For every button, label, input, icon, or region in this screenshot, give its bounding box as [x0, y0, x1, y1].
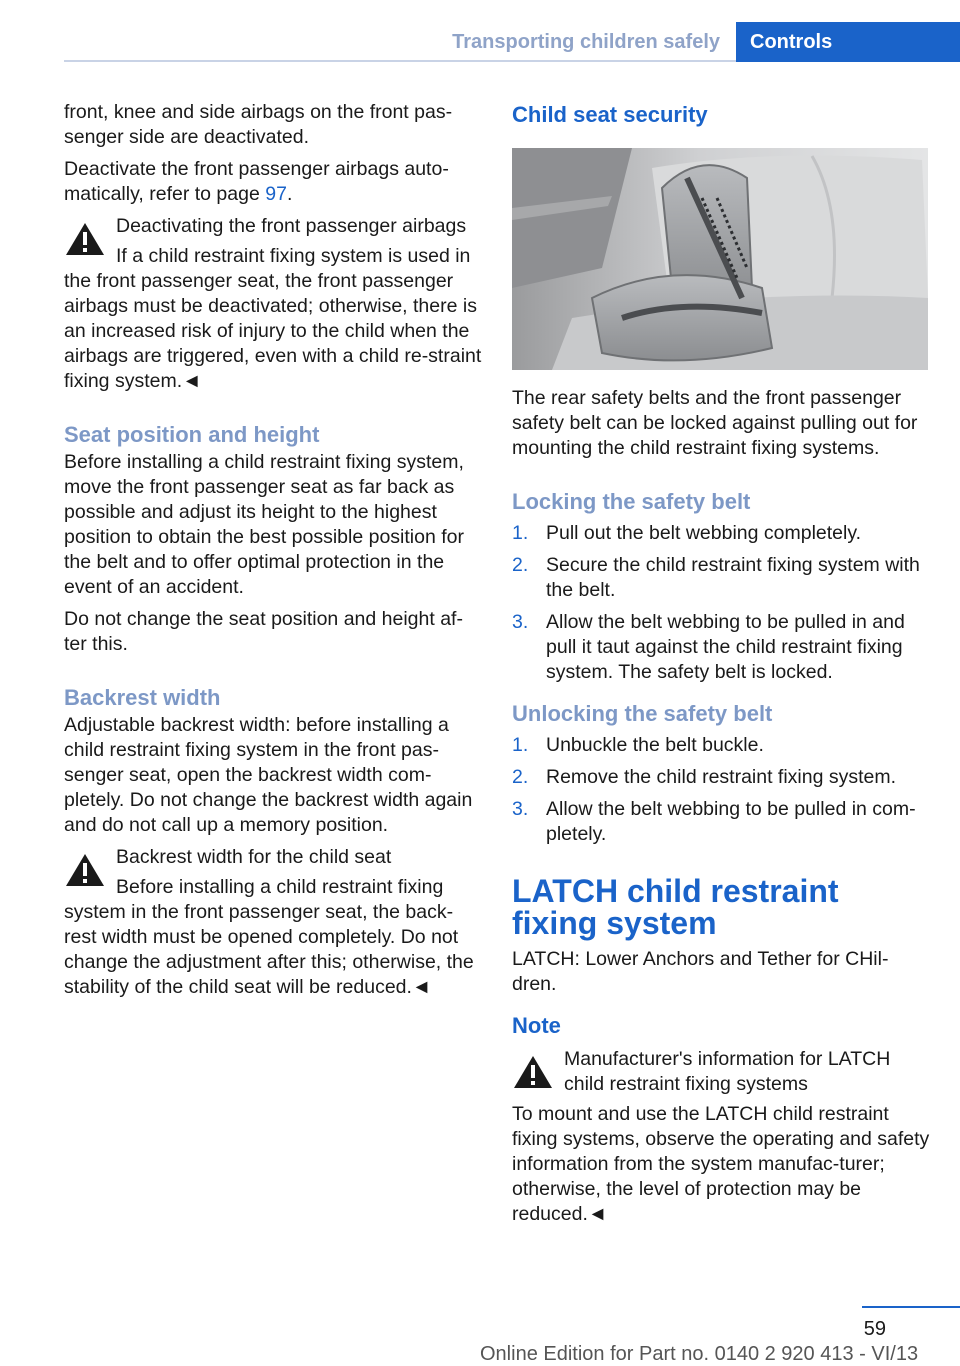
child-seat-photo [512, 148, 928, 370]
paragraph: Adjustable backrest width: before installing a child restraint fixing system in the front pas‐senger seat, open the backrest width com‐pletely. Do not change the backrest width again and do not call up a memory position. [64, 714, 473, 836]
step-number: 3. [512, 611, 529, 633]
list-item [512, 553, 930, 603]
page-number: 59 [863, 1318, 886, 1340]
heading-seat-position: Seat position and height [64, 422, 320, 447]
heading-locking-belt: Locking the safety belt [512, 489, 751, 514]
text: . [286, 183, 293, 205]
unlocking-steps-list [512, 733, 930, 847]
list-item [512, 797, 930, 847]
step-number: 3. [512, 798, 529, 820]
left-column [64, 100, 482, 1000]
page-reference-link[interactable]: 97 [265, 183, 287, 205]
warning-body-text: Before installing a child restraint fixing system in the front passenger seat, the back‐rest width must be opened completely. Do not change the adjustment after this; otherwise, the stability of the child seat will be reduced.◄ [64, 876, 474, 998]
header-section-title: Transporting children safely [452, 31, 720, 53]
step-text: Allow the belt webbing to be pulled in com‐pletely. [546, 798, 916, 845]
step-number: 2. [512, 554, 529, 576]
warning-body-text: If a child restraint fixing system is used in the front passenger seat, the front passenger airbags must be deactivated; otherwise, there is an increased risk of injury to the child when the airbags are triggered, even with a child re‐straint fixing system.◄ [64, 245, 482, 392]
paragraph: Do not change the seat position and height af‐ter this. [64, 608, 463, 655]
warning-body [64, 875, 482, 1000]
warning-latch-info [512, 1047, 930, 1227]
paragraph: front, knee and side airbags on the front pas‐senger side are deactivated. [64, 101, 453, 148]
warning-triangle-icon [64, 220, 106, 258]
right-column [512, 100, 930, 1227]
warning-triangle-icon [512, 1053, 554, 1091]
locking-steps-list [512, 521, 930, 685]
heading-unlocking-belt: Unlocking the safety belt [512, 701, 773, 726]
footer-rule [862, 1306, 960, 1308]
list-item [512, 521, 930, 546]
warning-title: Backrest width for the child seat [116, 846, 392, 868]
warning-deactivating-airbags [64, 214, 482, 394]
paragraph: Before installing a child restraint fixing system, move the front passenger seat as far back as possible and adjust its height to the highest position to obtain the best possible position for the belt and to offer optimal protection in the event of an accident. [64, 451, 465, 598]
step-number: 1. [512, 522, 529, 544]
step-number: 2. [512, 766, 529, 788]
warning-body: To mount and use the LATCH child restraint fixing systems, observe the operating and safety information from the system manufac‐turer; otherwise, the level of protection may be reduced.◄ [512, 1103, 930, 1225]
list-item [512, 733, 930, 758]
warning-body [64, 244, 482, 394]
header-chapter-tab[interactable]: Controls [736, 22, 960, 62]
heading-backrest-width: Backrest width [64, 685, 221, 710]
heading-note: Note [512, 1013, 561, 1038]
warning-title: Manufacturer's information for LATCH child restraint fixing systems [564, 1048, 891, 1095]
step-text: Secure the child restraint fixing system with the belt. [546, 554, 920, 601]
text: Deactivate the front passenger airbags auto‐matically, refer to page [64, 158, 449, 205]
step-number: 1. [512, 734, 529, 756]
warning-backrest-width [64, 845, 482, 1000]
paragraph: LATCH: Lower Anchors and Tether for CHil‐dren. [512, 948, 889, 995]
page-header [0, 0, 960, 62]
step-text: Remove the child restraint fixing system. [546, 766, 897, 788]
list-item [512, 610, 930, 685]
paragraph: The rear safety belts and the front passenger safety belt can be locked against pulling out for mounting the child restraint fixing systems. [512, 387, 918, 459]
heading-child-seat-security: Child seat security [512, 102, 708, 127]
list-item [512, 765, 930, 790]
heading-latch-system: LATCH child restraint fixing system [512, 873, 839, 941]
paragraph-with-link [64, 157, 482, 207]
step-text: Allow the belt webbing to be pulled in and pull it taut against the child restraint fixing system. The safety belt is locked. [546, 611, 905, 683]
footer-edition-text: Online Edition for Part no. 0140 2 920 413 - VI/13 [480, 1343, 919, 1365]
step-text: Pull out the belt webbing completely. [546, 522, 862, 544]
step-text: Unbuckle the belt buckle. [546, 734, 764, 756]
warning-title: Deactivating the front passenger airbags [116, 215, 467, 237]
warning-triangle-icon [64, 851, 106, 889]
child-seat-illustration [512, 148, 928, 370]
